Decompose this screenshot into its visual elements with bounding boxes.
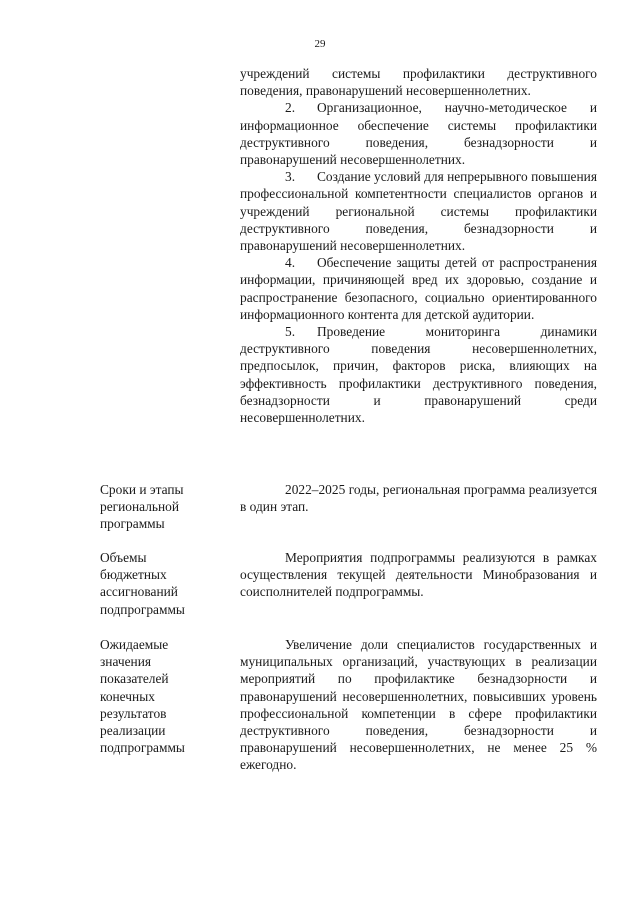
continuation-text: учреждений системы профилактики деструктивного поведения, правонарушений несовершеннолетних. — [240, 66, 597, 99]
row-label-timeline: Сроки и этапы региональной программы — [100, 482, 184, 532]
list-item — [240, 168, 597, 254]
item-text: Обеспечение защиты детей от распространения информации, причиняющей вред их здоровью, создание и распространение безопасного, социально ориентированного информационного контента для детской аудитории. — [240, 255, 597, 322]
item-text: Проведение мониторинга динамики деструктивного поведения несовершеннолетних, предпосылок, причин, факторов риска, влияющих на эффективность профилактики деструктивного поведения, безнадзорности и правонарушений среди несовершеннолетних. — [240, 324, 597, 426]
row-text-budget: Мероприятия подпрограммы реализуются в рамках осуществления текущей деятельности Минобразования и соисполнителей подпрограммы. — [240, 550, 597, 600]
row-label-results: Ожидаемые значения показателей конечных результатов реализации подпрограммы — [100, 637, 185, 756]
item-number: 4. — [285, 255, 296, 271]
item-number: 5. — [285, 324, 296, 340]
list-item — [240, 323, 597, 426]
page-number: 29 — [314, 38, 326, 50]
list-item — [240, 254, 597, 323]
row-text-results: Увеличение доли специалистов государственных и муниципальных организаций, участвующих в реализации мероприятий по профилактике безнадзорности и правонарушений несовершеннолетних, повысивших уровень профессиональной компетенции в сфере профилактики деструктивного поведения, безнадзорности и правонарушений несовершеннолетних, не менее 25 % ежегодно. — [240, 637, 597, 773]
row-label-budget: Объемы бюджетных ассигнований подпрограммы — [100, 550, 185, 617]
item-number: 2. — [285, 100, 296, 116]
goals-list — [240, 65, 597, 426]
item-text: Создание условий для непрерывного повышения профессиональной компетентности специалистов органов и учреждений региональной системы профилактики деструктивного поведения, безнадзорности и правонарушений несовершеннолетних. — [240, 169, 597, 254]
list-item — [240, 99, 597, 168]
row-text-timeline: 2022–2025 годы, региональная программа реализуется в один этап. — [240, 482, 597, 515]
item-number: 3. — [285, 169, 296, 185]
item-text: Организационное, научно-методическое и информационное обеспечение системы профилактики деструктивного поведения, безнадзорности и правонарушений несовершеннолетних. — [240, 100, 597, 168]
